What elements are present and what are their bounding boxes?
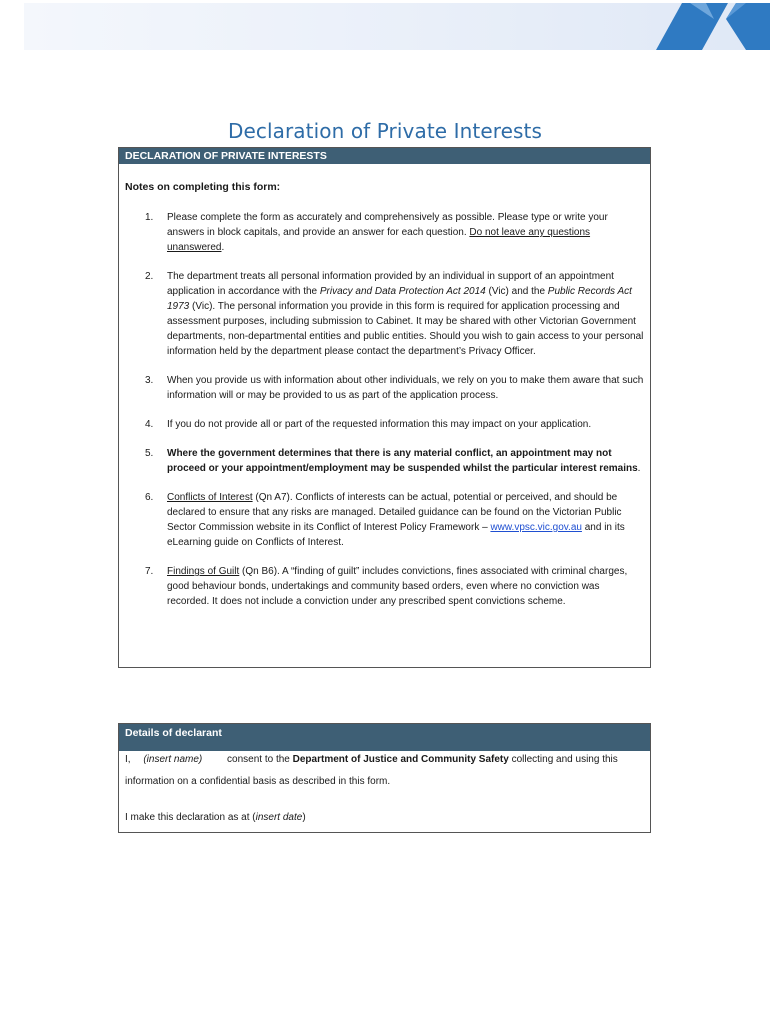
vpsc-link[interactable]: www.vpsc.vic.gov.au xyxy=(490,522,582,533)
notes-list xyxy=(119,210,650,609)
notes-heading: Notes on completing this form: xyxy=(125,181,281,193)
note-number: 5. xyxy=(145,448,154,459)
page-title: Declaration of Private Interests xyxy=(227,119,543,144)
name-placeholder[interactable]: (insert name) xyxy=(143,754,203,765)
section-header: Details of declarant xyxy=(119,724,650,751)
term-heading: Conflicts of Interest xyxy=(167,492,253,503)
note-item: 3. When you provide us with information about other individuals, we rely on you to make them aware that such information will or may be provided to us as part of the application process. xyxy=(145,375,644,401)
note-number: 2. xyxy=(145,271,154,282)
notes-section xyxy=(118,147,651,668)
note-item: 1. Please complete the form as accurately and comprehensively as possible. Please type or write your answers in block capitals, and provide an answer for each question. Do not leave any questions unanswered. xyxy=(145,212,608,253)
note-number: 4. xyxy=(145,419,154,430)
note-number: 3. xyxy=(145,375,154,386)
note-number: 6. xyxy=(145,492,154,503)
declarant-section xyxy=(118,723,651,833)
note-item: 6. Conflicts of Interest (Qn A7). Conflicts of interests can be actual, potential or perceived, and should be declared to ensure that any risks are managed. Detailed guidance can be found on the Victorian Public Sector Commission website in its Conflict of Interest Policy Framework – www.vpsc.vic.gov.au and in its eLearning guide on Conflicts of Interest. xyxy=(145,492,625,548)
declaration-date-line: I make this declaration as at (insert date) xyxy=(125,812,306,823)
brand-chevron-graphic xyxy=(630,3,770,50)
consent-line: I, (insert name) consent to the Department of Justice and Community Safety collecting and using this xyxy=(125,754,618,765)
date-placeholder[interactable]: insert date xyxy=(255,812,303,823)
note-item: 4. If you do not provide all or part of the requested information this may impact on your application. xyxy=(145,419,592,430)
emphasis-underlined: Do not leave any questions unanswered xyxy=(167,227,591,253)
term-heading: Findings of Guilt xyxy=(167,566,240,577)
act-name: Public Records Act 1973 xyxy=(167,286,632,312)
department-name: Department of Justice and Community Safety xyxy=(292,754,509,765)
note-number: 1. xyxy=(145,212,154,223)
act-name: Privacy and Data Protection Act 2014 xyxy=(319,286,486,297)
section-header: DECLARATION OF PRIVATE INTERESTS xyxy=(119,148,650,164)
note-number: 7. xyxy=(145,566,154,577)
note-item: 5. Where the government determines that there is any material conflict, an appointment may not proceed or your appointment/employment may be suspended whilst the particular interest remains. xyxy=(145,448,641,474)
header-banner xyxy=(24,3,770,50)
warning-text: Where the government determines that there is any material conflict, an appointment may not proceed or your appointment/employment may be suspended whilst the particular interest remains xyxy=(167,448,638,474)
consent-line-continued: information on a confidential basis as described in this form. xyxy=(125,776,391,787)
note-item: 7. Findings of Guilt (Qn B6). A “finding of guilt” includes convictions, fines associated with criminal charges, good behaviour bonds, undertakings and community based orders, even where no conviction was recorded. It does not include a conviction under any prescribed spent convictions scheme. xyxy=(145,566,628,607)
note-item: 2. The department treats all personal information provided by an individual in support of an appointment application in accordance with the Privacy and Data Protection Act 2014 (Vic) and the Public Records Act 1973 (Vic). The personal information you provide in this form is required for application processing and assessment purposes, including submission to Cabinet. It may be shared with other Victorian Government departments, non-departmental entities and public entities. Should you wish to gain access to your personal information held by the department please contact the department’s Privacy Officer. xyxy=(145,271,644,357)
